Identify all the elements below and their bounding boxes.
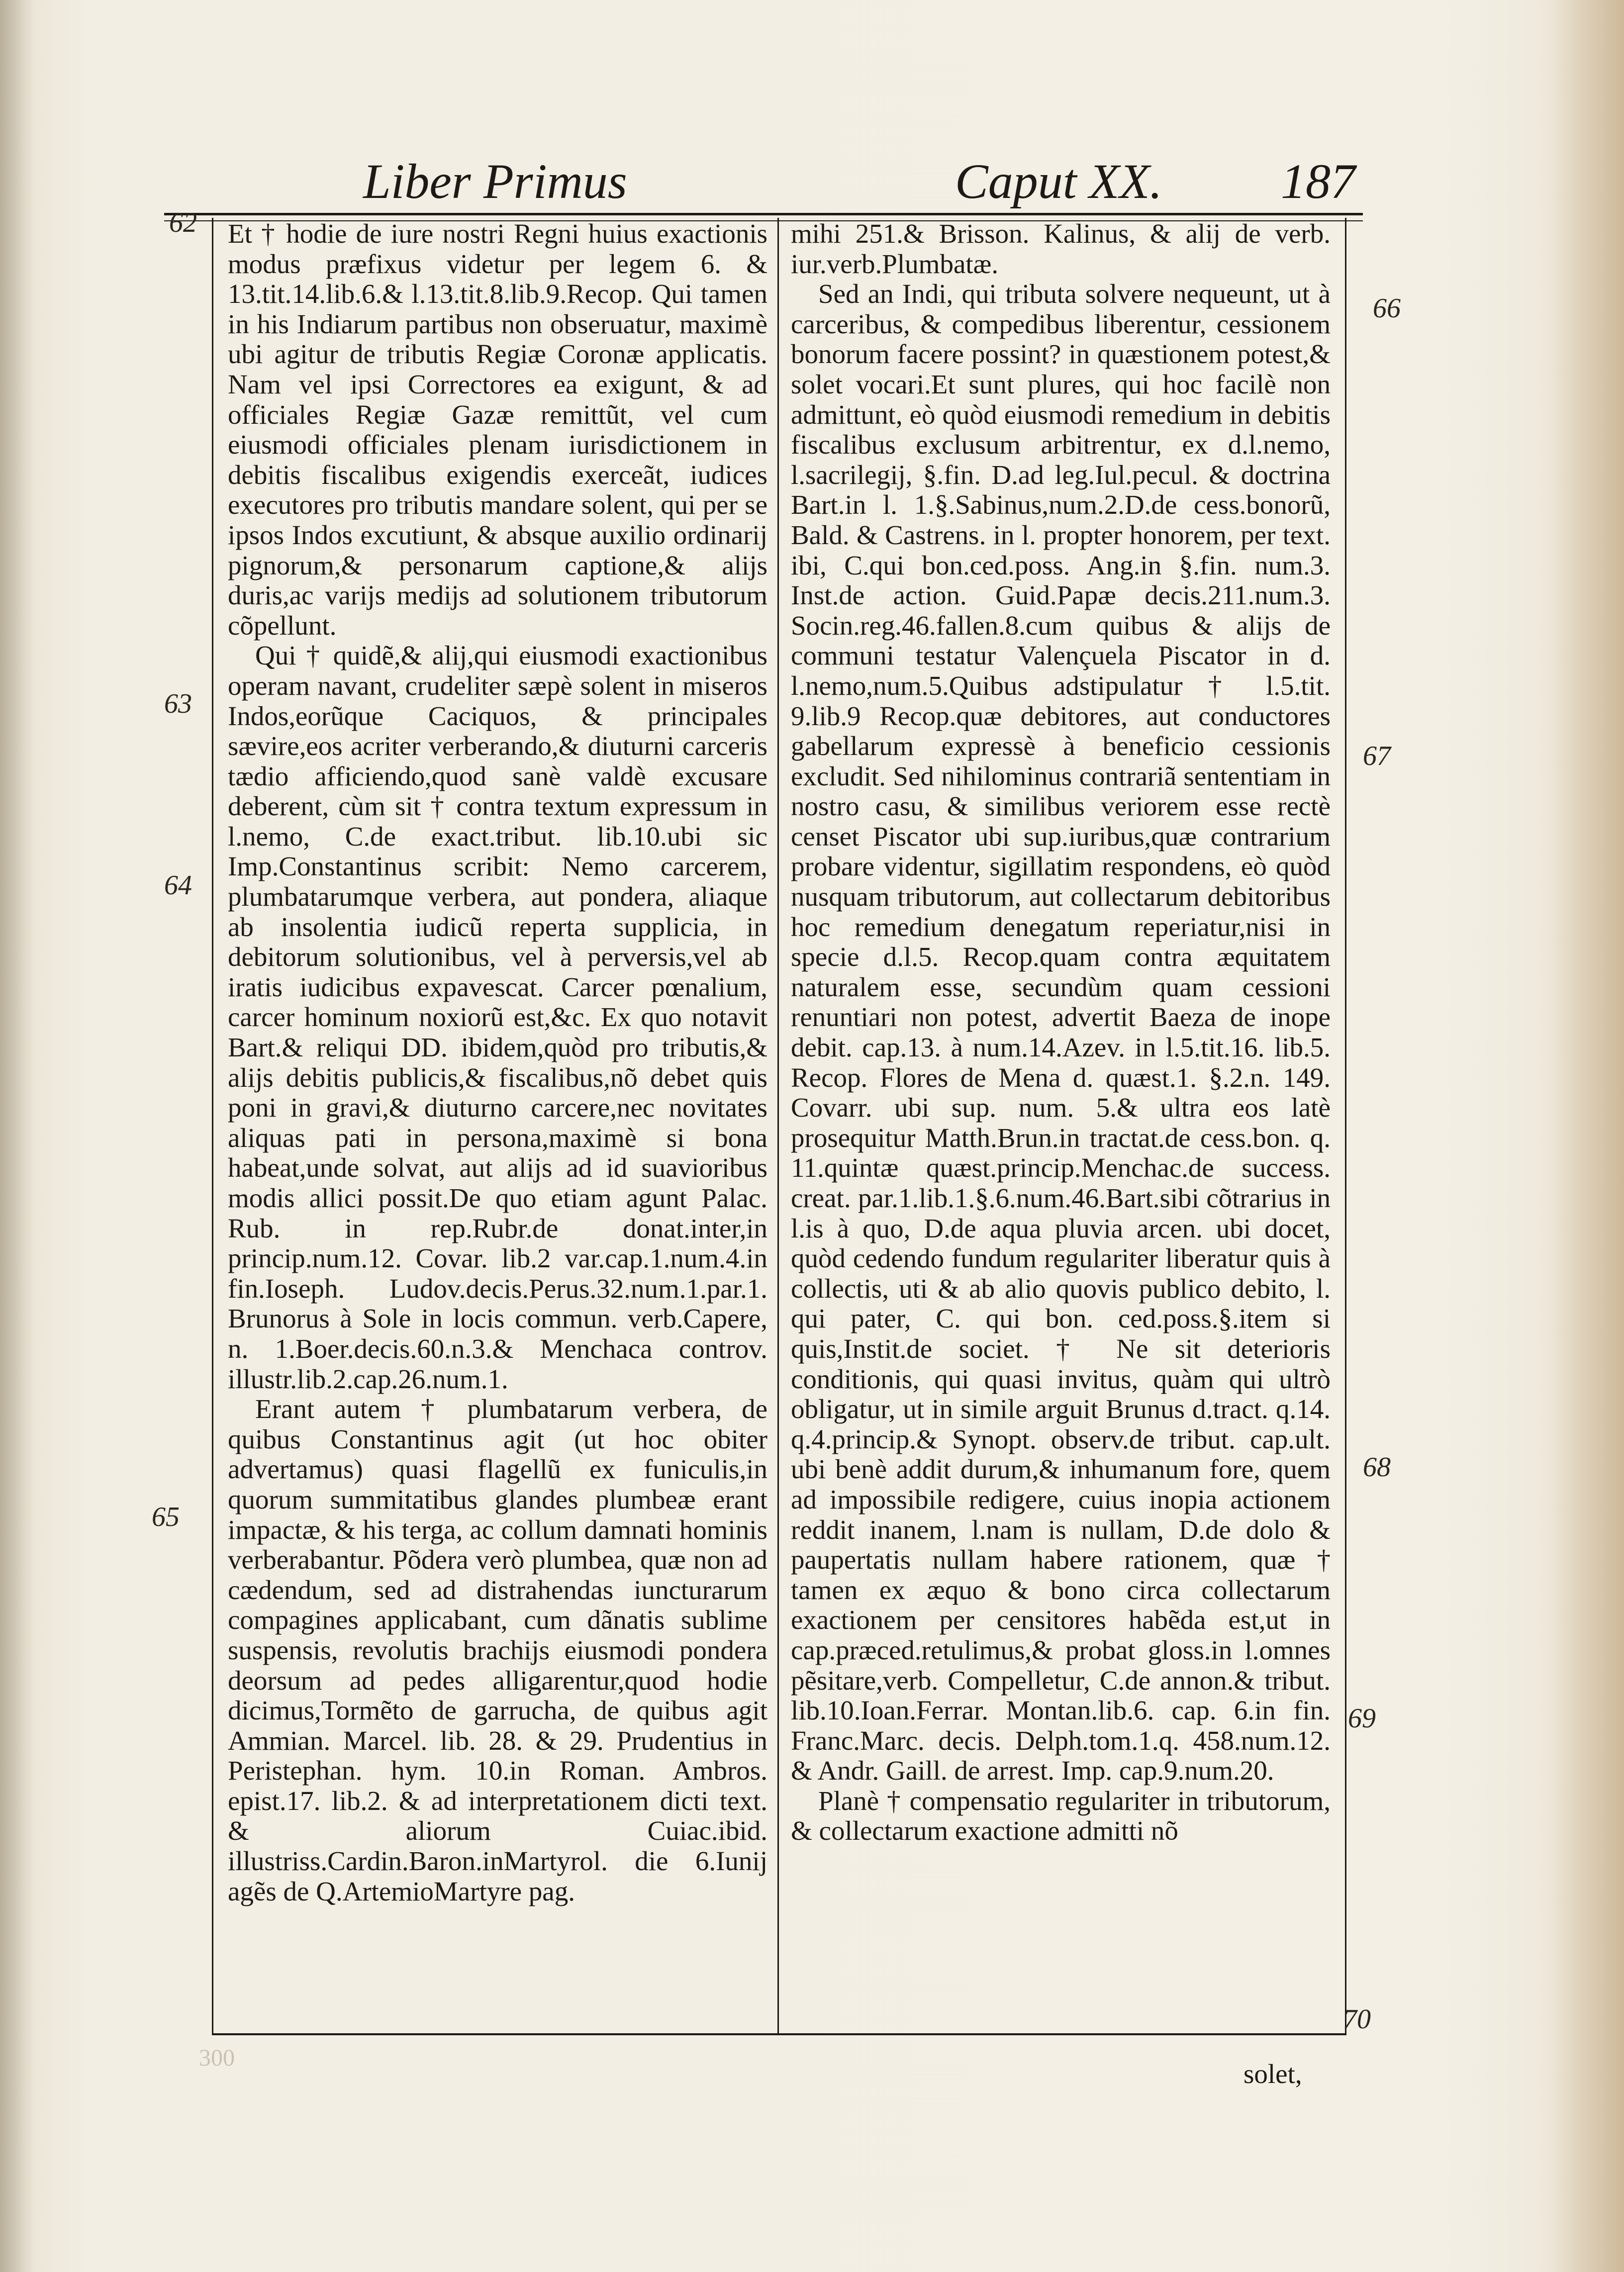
bleed-through-text: 300 xyxy=(199,2045,235,2071)
paragraph-65: Erant autem † plumbatarum verbera, de quibus Constantinus agit (ut hoc obiter advertamus) quasi flagellũ ex funiculis,in quorum summitatibus glandes plumbeæ erant impactæ, & his terga, ac collum damnati hominis verberabantur. Põdera verò plumbea, quæ non ad cædendum, sed ad distrahendas iuncturarum compagines applicabant, cum dãnatis sublime suspensis, revolutis brachijs eiusmodi pondera deorsum ad pedes alligarentur,quod hodie dicimus,Tormẽto de garrucha, de quibus agit Ammian. Marcel. lib. 28. & 29. Prudentius in Peristephan. hym. 10.in Roman. Ambros. epist.17. lib.2. & ad interpretationem dicti text. & aliorum Cuiac.ibid. illustriss.Cardin.Baron.inMartyrol. die 6.Iunij agẽs de Q.ArtemioMartyre pag. xyxy=(228,1394,767,1906)
margin-number-62: 62 xyxy=(169,207,197,238)
column-divider xyxy=(777,218,779,2035)
margin-number-69: 69 xyxy=(1348,1703,1376,1734)
margin-number-70: 70 xyxy=(1343,2004,1371,2035)
margin-number-68: 68 xyxy=(1363,1452,1391,1483)
paragraph-70: Planè † compensatio regulariter in tributorum, & collectarum exactione admitti nõ xyxy=(791,1785,1331,1846)
paragraph-66: Sed an Indi, qui tributa solvere nequeunt, ut à carceribus, & compedibus liberentur, cessionem bonorum facere possint? in quæstionem potest,& solet vocari.Et sunt plures, qui hoc facilè non admittunt, eò quòd eiusmodi remedium in debitis fiscalibus exclusum arbitrentur, ex d.l.nemo, l.sacrilegij, §.fin. D.ad leg.Iul.pecul. & doctrina Bart.in l. 1.§.Sabinus,num.2.D.de cess.bonorũ, Bald. & Castrens. in l. propter honorem, per text. ibi, C.qui bon.ced.poss. Ang.in §.fin. num.3. Inst.de action. Guid.Papæ decis.211.num.3. Socin.reg.46.fallen.8.cum quibus & alijs de communi testatur Valençuela Piscator in d. l.nemo,num.5.Quibus adstipulatur † l.5.tit. 9.lib.9 Recop.quæ debitores, aut conductores gabellarum expressè à beneficio cessionis excludit. Sed nihilominus contrariã sententiam in nostro casu, & similibus veriorem esse rectè censet Piscator ubi sup.iuribus,quæ contrarium probare videntur, sigillatim respondens, eò quòd nusquam tributorum, aut collectarum debitoribus hoc remedium denegatum reperiatur,nisi in specie d.l.5. Recop.quam contra æquitatem naturalem esse, secundùm quam cessioni renuntiari non potest, advertit Baeza de inope debit. cap.13. à num.14.Azev. in l.5.tit.16. lib.5. Recop. Flores de Mena d. quæst.1. §.2.n. 149. Covarr. ubi sup. num. 5.& ultra eos latè prosequitur Matth.Brun.in tractat.de cess.bon. q. 11.quintæ quæst.princip.Menchac.de success. creat. par.1.lib.1.§.6.num.46.Bart.sibi cõtrarius in l.is à quo, D.de aqua pluvia arcen. ubi docet, quòd cedendo fundum regulariter liberatur quis à collectis, uti & ab alio quovis publico debito, l. qui pater, C. qui bon. ced.poss.§.item si quis,Instit.de societ. † Ne sit deterioris conditionis, qui quasi invitus, quàm qui ultrò obligatur, ut in simile arguit Brunus d.tract. q.14. q.4.princip.& Synopt. observ.de tribut. cap.ult. ubi benè addit durum,& inhumanum fore, quem ad impossibile redigere, cuius inopia actionem reddit inanem, l.nam is nullam, D.de dolo & paupertatis nullam habere rationem, quæ † tamen ex æquo & bono circa collectarum exactionem per censitores habẽda est,ut in cap.præced.retulimus,& probat gloss.in l.omnes pẽsitare,verb. Compelletur, C.de annon.& tribut. lib.10.Ioan.Ferrar. Montan.lib.6. cap. 6.in fin. Franc.Marc. decis. Delph.tom.1.q. 458.num.12. & Andr. Gaill. de arrest. Imp. cap.9.num.20. xyxy=(791,279,1331,1786)
running-header xyxy=(164,149,1358,214)
margin-number-64: 64 xyxy=(164,870,192,901)
header-chapter: Caput XX. xyxy=(955,154,1162,209)
margin-number-65: 65 xyxy=(152,1502,180,1532)
page-edge-shading xyxy=(1539,0,1624,2272)
margin-number-66: 66 xyxy=(1373,293,1401,324)
margin-number-67: 67 xyxy=(1363,741,1391,771)
catchword: solet, xyxy=(1243,2059,1302,2089)
page-number: 187 xyxy=(1281,154,1355,209)
paragraph-continued: mihi 251.& Brisson. Kalinus, & alij de verb. iur.verb.Plumbatæ. xyxy=(791,219,1331,279)
header-book-title: Liber Primus xyxy=(363,154,627,209)
paragraph-62: Et † hodie de iure nostri Regni huius exactionis modus præfixus videtur per legem 6. & 13.tit.14.lib.6.& l.13.tit.8.lib.9.Recop. Qui tamen in his Indiarum partibus non obseruatur, maximè ubi agitur de tributis Regiæ Coronæ applicatis. Nam vel ipsi Correctores ea exigunt, & ad officiales Regiæ Gazæ remittũt, vel cum eiusmodi officiales plenam iurisdictionem in debitis fiscalibus exigendis exerceãt, iudices executores pro tributis mandare solent, qui per se ipsos Indos excutiunt, & absque auxilio ordinarij pignorum,& personarum captione,& alijs duris,ac varijs medijs ad solutionem tributorum cõpellunt. xyxy=(228,219,767,641)
paragraph-63: Qui † quidẽ,& alij,qui eiusmodi exactionibus operam navant, crudeliter sæpè solent in miseros Indos,eorũque Caciquos, & principales sævire,eos acriter verberando,& diuturni carceris tædio afficiendo,quod sanè valdè excusare deberent, cùm sit † contra textum expressum in l.nemo, C.de exact.tribut. lib.10.ubi sic Imp.Constantinus scribit: Nemo carcerem, plumbatarumque verbera, aut pondera, aliaque ab insolentia iudicũ reperta supplicia, in debitorum solutionibus, vel à perversis,vel ab iratis iudicibus expavescat. Carcer pœnalium, carcer hominum noxiorũ est,&c. Ex quo notavit Bart.& reliqui DD. ibidem,quòd pro tributis,& alijs debitis publicis,& fiscalibus,nõ debet quis poni in gravi,& diuturno carcere,nec novitates aliquas pati in persona,maximè si bona habeat,unde solvat, aut alijs ad id suavioribus modis allici possit.De quo etiam agunt Palac. Rub. in rep.Rubr.de donat.inter,in princip.num.12. Covar. lib.2 var.cap.1.num.4.in fin.Ioseph. Ludov.decis.Perus.32.num.1.par.1. Brunorus à Sole in locis commun. verb.Capere, n. 1.Boer.decis.60.n.3.& Menchaca controv. illustr.lib.2.cap.26.num.1. xyxy=(228,640,767,1394)
spine-shadow xyxy=(0,0,35,2272)
margin-number-63: 63 xyxy=(164,688,192,719)
left-text-column xyxy=(228,219,767,2029)
right-text-column xyxy=(791,219,1331,2029)
